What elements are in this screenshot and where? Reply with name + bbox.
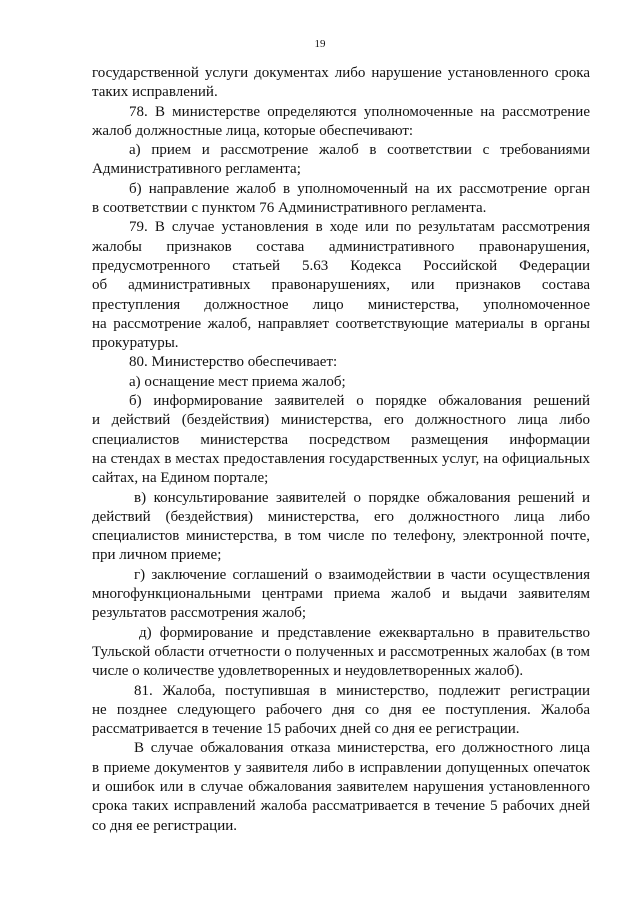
text-line: в соответствии с пунктом 76 Административного регламента.: [92, 200, 487, 217]
text-line: на рассмотрение жалоб, направляет соответствующие материалы в органы: [92, 315, 590, 332]
text-line: 79. В случае установления в ходе или по результатам рассмотрения: [129, 219, 590, 236]
text-line: прокуратуры.: [92, 335, 179, 352]
text-line: 78. В министерстве определяются уполномоченные на рассмотрение: [129, 103, 590, 120]
text-line: не позднее следующего рабочего дня со дня ее поступления. Жалоба: [92, 701, 590, 718]
text-line: 81. Жалоба, поступившая в министерство, подлежит регистрации: [134, 682, 590, 699]
text-line: таких исправлений.: [92, 84, 218, 101]
document-body: [92, 64, 590, 836]
text-line: срока таких исправлений жалоба рассматривается в течение 5 рабочих дней: [92, 798, 590, 815]
text-line: при личном приеме;: [92, 547, 222, 564]
text-line: и действий (бездействия) министерства, его должностного лица либо: [92, 412, 590, 429]
text-line: рассматривается в течение 15 рабочих дней со дня ее регистрации.: [92, 721, 520, 738]
text-line: В случае обжалования отказа министерства, его должностного лица: [134, 740, 590, 757]
text-line: 80. Министерство обеспечивает:: [129, 354, 338, 371]
text-line: специалистов министерства, в том числе по телефону, электронной почте,: [92, 528, 590, 545]
text-line: числе о количестве удовлетворенных и неудовлетворенных жалоб).: [92, 663, 524, 680]
text-line: г) заключение соглашений о взаимодействии в части осуществления: [134, 566, 590, 583]
text-line: государственной услуги документах либо нарушение установленного срока: [92, 65, 590, 81]
text-line: предусмотренного статьей 5.63 Кодекса Российской Федерации: [92, 257, 590, 274]
text-line: жалоб должностные лица, которые обеспечивают:: [92, 122, 414, 139]
page-number: 19: [314, 38, 326, 50]
text-line: д) формирование и представление ежеквартально в правительство: [139, 624, 590, 641]
text-line: б) направление жалоб в уполномоченный на их рассмотрение орган: [129, 180, 590, 197]
text-line: об административных правонарушениях, или признаков состава: [92, 277, 590, 294]
text-line: Административного регламента;: [92, 161, 301, 178]
text-line: результатов рассмотрения жалоб;: [92, 605, 307, 622]
text-line: в приеме документов у заявителя либо в исправлении допущенных опечаток: [92, 759, 590, 776]
text-line: жалобы признаков состава административного правонарушения,: [92, 238, 590, 255]
text-line: действий (бездействия) министерства, его должностного лица либо: [92, 508, 590, 525]
text-line: а) оснащение мест приема жалоб;: [129, 373, 346, 390]
text-line: б) информирование заявителей о порядке обжалования решений: [129, 393, 590, 410]
text-line: а) прием и рассмотрение жалоб в соответствии с требованиями: [129, 142, 590, 159]
text-line: и ошибок или в случае обжалования заявителем нарушения установленного: [92, 778, 590, 795]
text-line: многофункциональными центрами приема жалоб и выдачи заявителям: [92, 586, 590, 603]
text-line: со дня ее регистрации.: [92, 817, 238, 834]
text-line: в) консультирование заявителей о порядке обжалования решений и: [134, 489, 590, 506]
text-line: преступления должностное лицо министерства, уполномоченное: [92, 296, 590, 313]
text-line: Тульской области отчетности о полученных и рассмотренных жалобах (в том: [92, 643, 590, 660]
text-line: сайтах, на Едином портале;: [92, 470, 269, 487]
text-line: специалистов министерства посредством размещения информации: [92, 431, 590, 448]
text-line: на стендах в местах предоставления государственных услуг, на официальных: [92, 450, 590, 467]
